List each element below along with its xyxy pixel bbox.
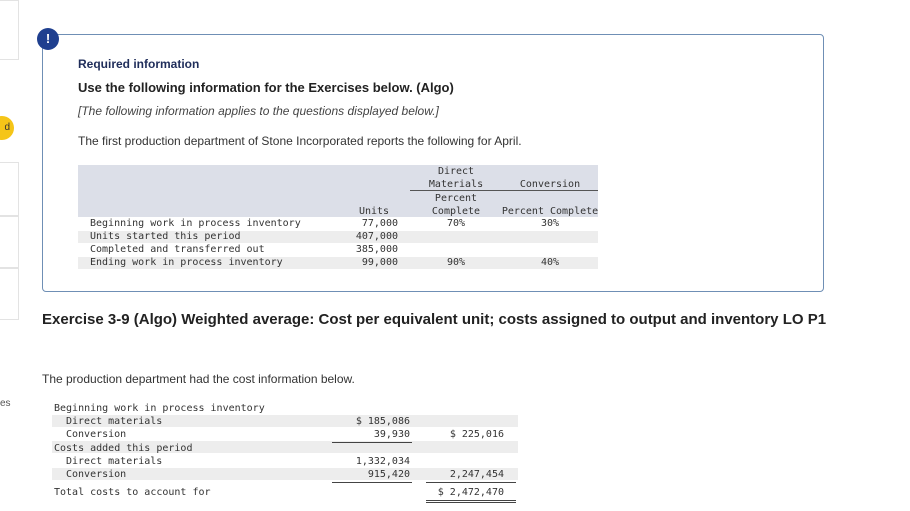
cost-col1: $ 185,086	[355, 416, 410, 427]
total-double-underline	[426, 500, 516, 501]
rail-card	[0, 162, 19, 216]
cost-row-label: Beginning work in process inventory	[54, 403, 265, 414]
cost-col2: $ 225,016	[449, 429, 504, 440]
dm-sub-header-1: Percent	[434, 193, 478, 204]
rail-status-badge: d	[0, 116, 14, 140]
row-dm-percent: 70%	[446, 218, 466, 229]
subtotal-underline	[332, 442, 412, 443]
dm-group-header-2: Materials	[428, 179, 484, 190]
cost-col1: 1,332,034	[355, 456, 410, 467]
dm-sub-header-2: Complete	[431, 206, 481, 217]
cost-col2: $ 2,472,470	[437, 487, 504, 498]
row-conv-percent: 40%	[540, 257, 560, 268]
row-units: 407,000	[355, 231, 398, 242]
row-label: Completed and transferred out	[90, 244, 265, 255]
rail-label: es	[0, 398, 11, 409]
rail-card	[0, 0, 19, 60]
cost-row-label: Direct materials	[66, 416, 163, 427]
applies-note: [The following information applies to the questions displayed below.]	[78, 104, 439, 118]
department-intro: The first production department of Stone Incorporated reports the following for April.	[78, 134, 522, 148]
cost-row-label: Total costs to account for	[54, 487, 211, 498]
row-units: 99,000	[361, 257, 398, 268]
cost-row-label: Conversion	[66, 469, 127, 480]
row-dm-percent: 90%	[446, 257, 466, 268]
cost-row-label: Direct materials	[66, 456, 163, 467]
cost-row-label: Conversion	[66, 429, 127, 440]
cost-col2: 2,247,454	[449, 469, 504, 480]
row-label: Ending work in process inventory	[90, 257, 283, 268]
row-conv-percent: 30%	[540, 218, 560, 229]
row-label: Units started this period	[90, 231, 241, 242]
conversion-sub-header: Percent Complete	[501, 206, 599, 217]
subtotal-underline	[332, 482, 412, 483]
rail-card	[0, 268, 19, 320]
use-info-heading: Use the following information for the Exercises below. (Algo)	[78, 80, 454, 95]
conversion-group-header: Conversion	[519, 179, 581, 190]
cost-col1: 39,930	[373, 429, 410, 440]
row-units: 77,000	[361, 218, 398, 229]
row-units: 385,000	[355, 244, 398, 255]
dm-group-header-1: Direct	[437, 166, 475, 177]
required-info-title: Required information	[78, 57, 200, 71]
exercise-title: Exercise 3-9 (Algo) Weighted average: Cost per equivalent unit; costs assigned to output and inventory LO P1	[42, 311, 827, 328]
alert-icon: !	[37, 28, 59, 50]
units-header: Units	[358, 206, 390, 217]
cost-col1: 915,420	[367, 469, 410, 480]
rail-card	[0, 216, 19, 268]
subtotal-underline	[426, 482, 516, 483]
exercise-intro: The production department had the cost information below.	[42, 372, 355, 386]
total-double-underline	[426, 502, 516, 503]
cost-row-label: Costs added this period	[54, 443, 193, 454]
row-label: Beginning work in process inventory	[90, 218, 301, 229]
header-divider	[410, 190, 598, 191]
